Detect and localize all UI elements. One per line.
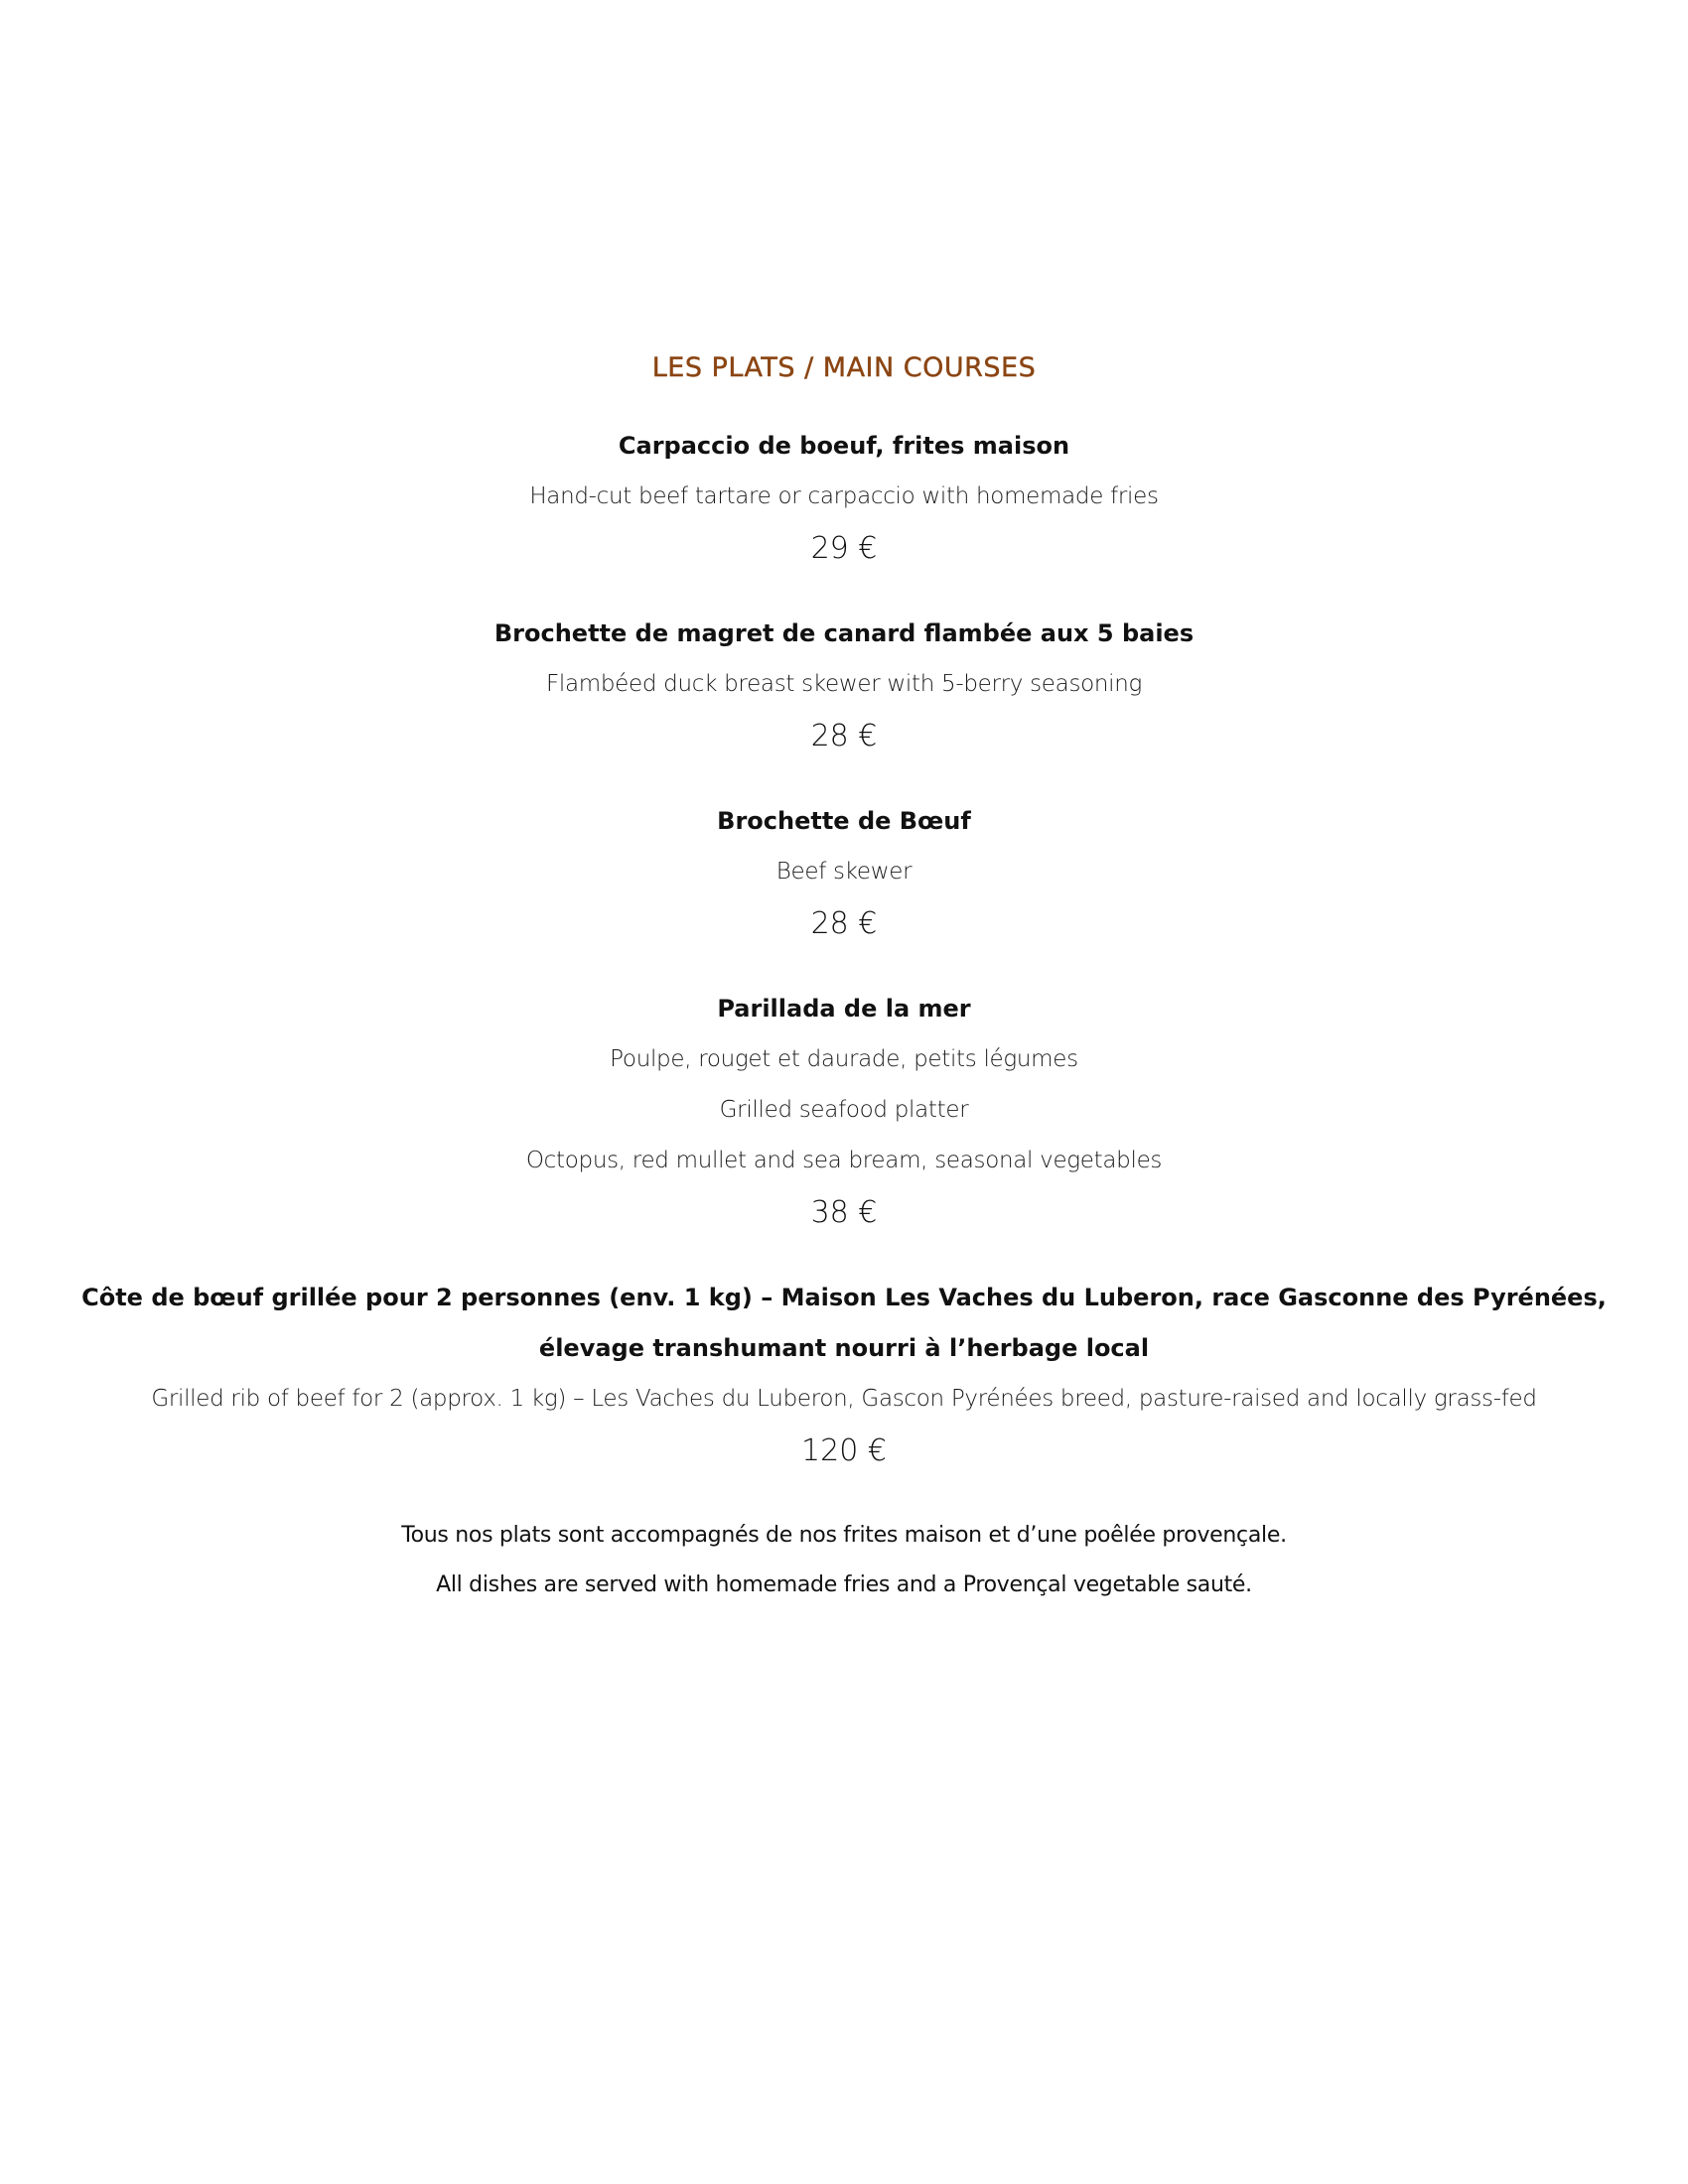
dish-price: 28 € [810,719,878,753]
dish-item [0,796,1688,951]
dish-description: Octopus, red mullet and sea bream, seasonal vegetables [525,1148,1163,1173]
dish-name: élevage transhumant nourri à l’herbage local [538,1334,1150,1362]
dish-price: 28 € [810,906,878,941]
dish-name: Brochette de magret de canard flambée aux 5 baies [493,619,1195,647]
dish-description: Poulpe, rouget et daurade, petits légumes [610,1046,1078,1072]
dish-item [0,609,1688,763]
dish-description: Beef skewer [775,859,913,885]
menu-page [0,352,1688,1610]
dish-name: Parillada de la mer [717,995,971,1023]
dish-description: Flambéed duck breast skewer with 5-berry seasoning [545,671,1143,697]
section-title: LES PLATS / MAIN COURSES [651,352,1037,383]
footer-note-en: All dishes are served with homemade fries and a Provençal vegetable sauté. [436,1572,1252,1597]
dish-price: 38 € [810,1195,878,1230]
footer-notes [0,1511,1688,1610]
dish-item [0,984,1688,1240]
dish-description: Grilled seafood platter [719,1097,969,1123]
dish-item [0,421,1688,576]
dish-description: Grilled rib of beef for 2 (approx. 1 kg) – Les Vaches du Luberon, Gascon Pyrénées breed, pasture-raised and locally grass-fed [151,1386,1537,1412]
dish-name: Côte de bœuf grillée pour 2 personnes (env. 1 kg) – Maison Les Vaches du Luberon, race Gasconne des Pyrénées, [81,1284,1607,1311]
dish-name: Brochette de Bœuf [717,807,971,835]
dish-description: Hand-cut beef tartare or carpaccio with homemade fries [529,483,1159,509]
dish-name: Carpaccio de boeuf, frites maison [618,432,1070,460]
footer-note-fr: Tous nos plats sont accompagnés de nos frites maison et d’une poêlée provençale. [401,1523,1287,1548]
dish-price: 29 € [810,531,878,566]
dish-item [0,1273,1688,1478]
dish-price: 120 € [801,1433,887,1468]
